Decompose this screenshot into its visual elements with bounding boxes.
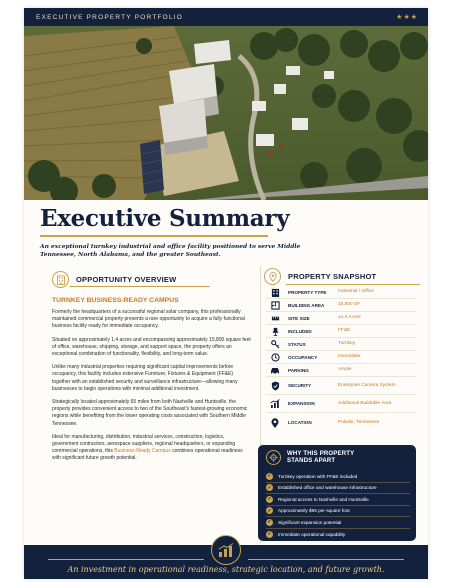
snapshot-label: OCCUPANCY xyxy=(288,354,318,360)
subtitle: An exceptional turnkey industrial and office facility positioned to serve Middle Tennessee, North Alabama, and the greater Southeast. xyxy=(40,243,301,258)
ruler-icon xyxy=(266,314,284,323)
snapshot-value: Turnkey xyxy=(338,341,356,347)
why-item xyxy=(266,483,410,495)
snapshot-row xyxy=(266,351,416,364)
title-divider xyxy=(40,235,268,237)
overview-paragraph: Formerly the headquarters of a successful regional solar company, this professionally maintained commercial property presents a rare opportunity to acquire a fully functional business facility ready for immediate occupancy. xyxy=(52,309,245,330)
chair-icon xyxy=(266,327,284,336)
snapshot-value: FF&E xyxy=(338,328,351,334)
map-pin-icon xyxy=(266,418,284,428)
check-icon: ✓ xyxy=(267,531,272,538)
snapshot-heading: PROPERTY SNAPSHOT xyxy=(288,272,377,281)
check-icon: ✓ xyxy=(267,484,272,491)
overview-paragraph: Strategically located approximately 65 miles from both Nashville and Huntsville, the property provides convenient access to two of the Southeast's fastest-growing economic regions while benefiting from the lower operating costs associated with Southern Middle Tennessee. xyxy=(52,399,248,427)
why-heading-row xyxy=(266,450,377,465)
footer-tagline: An investment in operational readiness, strategic location, and future growth. xyxy=(67,565,385,574)
gear-icon xyxy=(266,450,281,465)
snapshot-value: Additional Buildable Area xyxy=(338,400,392,406)
location-pin-icon xyxy=(264,268,281,285)
page-title: Executive Summary xyxy=(40,205,290,232)
why-property-panel xyxy=(258,445,416,541)
snapshot-row xyxy=(266,395,416,413)
footer-divider-right xyxy=(248,559,404,560)
building-icon xyxy=(52,271,69,288)
why-list xyxy=(266,471,410,540)
car-icon xyxy=(266,366,284,375)
snapshot-label: BUILDING AREA xyxy=(288,302,325,308)
footer-banner xyxy=(24,545,428,579)
why-item xyxy=(266,494,410,506)
snapshot-row xyxy=(266,286,416,299)
snapshot-value: Enterprise Camera System xyxy=(338,382,396,388)
snapshot-value: Industrial / Office xyxy=(338,289,374,295)
snapshot-divider xyxy=(286,284,420,285)
star-rating: ★★★ xyxy=(396,14,418,21)
snapshot-label: LOCATION xyxy=(288,420,312,425)
overview-paragraph-end: combines operational readiness with significant future growth potential. xyxy=(52,448,243,462)
overview-heading: OPPORTUNITY OVERVIEW xyxy=(76,275,177,284)
snapshot-row xyxy=(266,325,416,338)
why-item-text: Significant expansion potential xyxy=(278,519,342,525)
building-icon xyxy=(266,288,284,297)
aerial-campus-photo xyxy=(24,26,428,200)
business-ready-campus-highlight: Business-Ready Campus xyxy=(114,448,171,455)
overview-paragraph xyxy=(52,434,252,463)
floor-plan-icon xyxy=(266,301,284,310)
snapshot-label: PARKING xyxy=(288,367,309,373)
header-bar xyxy=(24,8,428,26)
check-icon: ✓ xyxy=(267,507,272,514)
overview-paragraph-start: Ideal for manufacturing, distribution, industrial services, construction, logistics, government contractors, aerospace suppliers, regional headquarters, or expanding commercial operations, this xyxy=(52,433,236,455)
snapshot-value: ±1.4 Acres xyxy=(338,315,361,321)
why-item-text: Established office and warehouse infrastructure xyxy=(278,485,377,491)
overview-divider xyxy=(70,286,210,287)
snapshot-value: Ample xyxy=(338,367,352,373)
snapshot-label: EXPANSION xyxy=(288,401,315,406)
why-item-text: Immediate operational capability xyxy=(278,531,346,537)
overview-subheading: TURNKEY BUSINESS-READY CAMPUS xyxy=(52,297,179,304)
bar-chart-icon xyxy=(211,535,241,565)
snapshot-row xyxy=(266,377,416,395)
check-icon: ✓ xyxy=(267,496,272,503)
overview-paragraph: Situated on approximately 1.4 acres and encompassing approximately 15,800 square feet of office, warehouse, shipping, storage, and support space, the property offers an exceptional combination of functionality, flexibility, and long-term value. xyxy=(52,336,251,358)
clock-icon xyxy=(266,353,284,362)
snapshot-value: Pulaski, Tennessee xyxy=(338,419,380,425)
why-item xyxy=(266,506,410,518)
why-item xyxy=(266,471,410,483)
check-icon: ✓ xyxy=(267,519,272,526)
snapshot-label: SECURITY xyxy=(288,383,312,388)
snapshot-value: Immediate xyxy=(338,354,361,360)
snapshot-row xyxy=(266,338,416,351)
why-item-text: Approximately $95 per square foot xyxy=(278,508,350,514)
snapshot-label: PROPERTY TYPE xyxy=(288,289,327,295)
why-item-text: Regional access to Nashville and Huntsville xyxy=(278,496,369,502)
snapshot-value: 15,800 SF xyxy=(338,302,361,308)
snapshot-label: SITE SIZE xyxy=(288,315,310,321)
snapshot-row xyxy=(266,413,416,432)
snapshot-table xyxy=(266,286,416,432)
why-item xyxy=(266,529,410,541)
why-heading: WHY THIS PROPERTY STANDS APART xyxy=(287,450,355,464)
growth-chart-icon xyxy=(266,399,284,408)
snapshot-row xyxy=(266,364,416,377)
header-title: EXECUTIVE PROPERTY PORTFOLIO xyxy=(36,13,184,21)
snapshot-row xyxy=(266,299,416,312)
key-icon xyxy=(266,340,284,349)
why-item-text: Turnkey operation with FF&E included xyxy=(278,473,358,479)
why-item xyxy=(266,517,410,529)
brochure-page xyxy=(24,8,428,579)
check-icon: ✓ xyxy=(267,473,272,480)
snapshot-heading-row xyxy=(264,268,376,285)
snapshot-row xyxy=(266,312,416,325)
shield-icon xyxy=(266,381,284,391)
overview-body xyxy=(52,309,252,469)
snapshot-label: STATUS xyxy=(288,341,306,347)
overview-paragraph: Unlike many industrial properties requiring significant capital improvements before occupancy, this facility includes extensive Furniture, Fixtures & Equipment (FF&E) together with an established security and surveillance infrastructure—allowing many businesses to begin operations with minimal additional investment. xyxy=(52,364,238,392)
footer-divider-left xyxy=(48,559,204,560)
snapshot-label: INCLUDED xyxy=(288,328,312,334)
